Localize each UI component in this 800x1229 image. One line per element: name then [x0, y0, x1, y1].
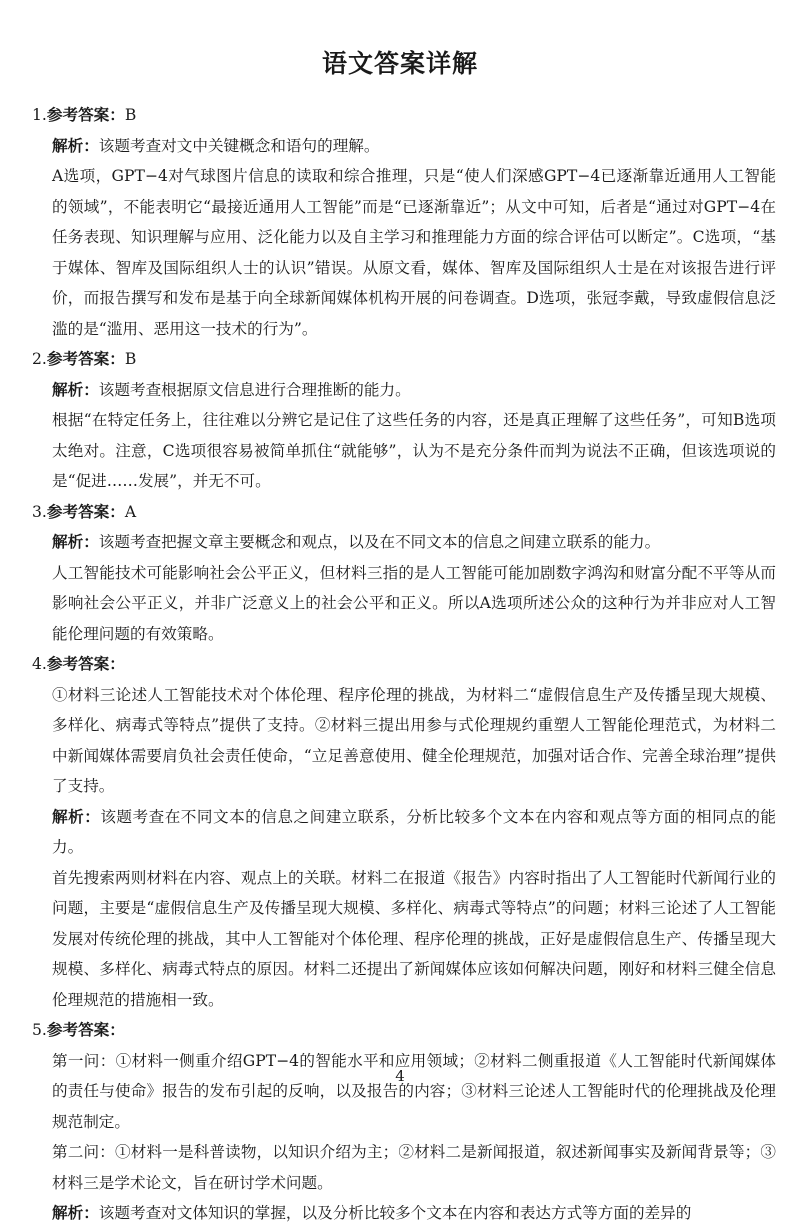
question-header — [32, 100, 776, 131]
answer-paragraph — [36, 863, 776, 1016]
answer-value: B — [124, 106, 137, 124]
answer-label: 参考答案： — [46, 106, 125, 124]
answer-value: B — [124, 350, 137, 368]
question-number: 3. — [32, 502, 47, 521]
answer-paragraph — [36, 558, 776, 650]
page-number: 4 — [395, 1067, 405, 1085]
analysis-label: 解析： — [52, 533, 99, 551]
paragraph-text: 该题考查把握文章主要概念和观点，以及在不同文本的信息之间建立联系的能力。 — [98, 533, 661, 551]
question-number: 2. — [32, 350, 47, 368]
question-block — [32, 1015, 776, 1229]
paragraph-text: 该题考查在不同文本的信息之间建立联系，分析比较多个文本在内容和观点等方面的相同点的能力。 — [52, 807, 776, 856]
question-header — [32, 1015, 776, 1046]
paragraph-text: 根据“在特定任务上，往往难以分辨它是记住了这些任务的内容，还是真正理解了这些任务”，可知B选项太绝对。注意，C选项很容易被简单抓住“就能够”，认为不是充分条件而判为说法不正确，但该选项说的是“促进……发展”，并无不可。 — [52, 411, 776, 490]
question-block — [32, 497, 776, 650]
answer-paragraph — [36, 405, 776, 497]
analysis-paragraph — [36, 1198, 776, 1229]
question-header — [32, 497, 776, 528]
analysis-label: 解析： — [52, 380, 99, 399]
question-number: 1. — [32, 106, 47, 124]
paragraph-text: ①材料三论述人工智能技术对个体伦理、程序伦理的挑战，为材料二“虚假信息生产及传播呈现大规模、多样化、病毒式等特点”提供了支持。②材料三提出用参与式伦理规约重塑人工智能伦理范式，为材料二中新闻媒体需要肩负社会责任使命，“立足善意使用、健全伦理规范，加强对话合作、完善全球治理”提供了支持。 — [52, 685, 776, 795]
answer-paragraph — [36, 1137, 776, 1198]
question-number: 5. — [32, 1021, 47, 1039]
paragraph-text: 该题考查对文中关键概念和语句的理解。 — [98, 136, 380, 155]
paragraph-text: 第二问：①材料一是科普读物，以知识介绍为主；②材料二是新闻报道，叙述新闻事实及新闻背景等；③材料三是学术论文，旨在研讨学术问题。 — [52, 1143, 776, 1192]
analysis-label: 解析： — [52, 136, 99, 155]
paragraph-text: 第一问：①材料一侧重介绍GPT−4的智能水平和应用领域；②材料二侧重报道《人工智能时代新闻媒体的责任与使命》报告的发布引起的反响，以及报告的内容；③材料三论述人工智能时代的伦理挑战及伦理规范制定。 — [52, 1051, 776, 1131]
question-block — [32, 344, 776, 497]
analysis-label: 解析： — [52, 1204, 99, 1222]
question-header — [32, 344, 776, 375]
paragraph-text: 人工智能技术可能影响社会公平正义，但材料三指的是人工智能可能加剧数字鸿沟和财富分配不平等从而影响社会公平正义，并非广泛意义上的社会公平和正义。所以A选项所述公众的这种行为并非应对人工智能伦理问题的有效策略。 — [52, 563, 776, 643]
question-block — [32, 100, 776, 344]
paragraph-text: 该题考查根据原文信息进行合理推断的能力。 — [98, 380, 411, 399]
answer-label: 参考答案： — [46, 655, 125, 673]
answer-label: 参考答案： — [46, 350, 125, 368]
paragraph-text: 该题考查对文体知识的掌握，以及分析比较多个文本在内容和表达方式等方面的差异的 — [98, 1204, 692, 1222]
answer-label: 参考答案： — [46, 502, 125, 521]
paragraph-text: A选项，GPT−4对气球图片信息的读取和综合推理，只是“使人们深感GPT−4已逐渐靠近通用人工智能的领域”，不能表明它“最接近通用人工智能”而是“已逐渐靠近”；从文中可知，后者是“通过对GPT−4在任务表现、知识理解与应用、泛化能力以及自主学习和推理能力方面的综合评估可以断定”。C选项，“基于媒体、智库及国际组织人士的认识”错误。从原文看，媒体、智库及国际组织人士是在对该报告进行评价，而报告撰写和发布是基于向全球新闻媒体机构开展的问卷调查。D选项，张冠李戴，导致虚假信息泛滥的是“滥用、恶用这一技术的行为”。 — [52, 167, 776, 338]
analysis-paragraph — [36, 527, 776, 558]
question-container — [32, 100, 776, 1229]
answer-label: 参考答案： — [46, 1021, 125, 1039]
paragraph-text: 首先搜索两则材料在内容、观点上的关联。材料二在报道《报告》内容时指出了人工智能时代新闻行业的问题，主要是“虚假信息生产及传播呈现大规模、多样化、病毒式等特点”的问题；材料三论述了人工智能发展对传统伦理的挑战，其中人工智能对个体伦理、程序伦理的挑战，正好是虚假信息生产、传播呈现大规模、多样化、病毒式特点的原因。材料二还提出了新闻媒体应该如何解决问题，刚好和材料三健全信息伦理规范的措施相一致。 — [52, 868, 776, 1009]
answer-value: A — [124, 502, 137, 521]
analysis-paragraph — [36, 375, 776, 406]
question-header — [32, 649, 776, 680]
analysis-label: 解析： — [52, 807, 101, 826]
answer-paragraph — [36, 680, 776, 802]
answer-paragraph — [36, 1046, 776, 1138]
analysis-paragraph — [36, 131, 776, 162]
answer-list — [32, 100, 776, 1229]
question-number: 4. — [32, 655, 47, 673]
answer-paragraph — [36, 161, 776, 344]
question-block — [32, 649, 776, 1015]
page-title: 语文答案详解 — [321, 49, 478, 78]
analysis-paragraph — [36, 802, 776, 863]
